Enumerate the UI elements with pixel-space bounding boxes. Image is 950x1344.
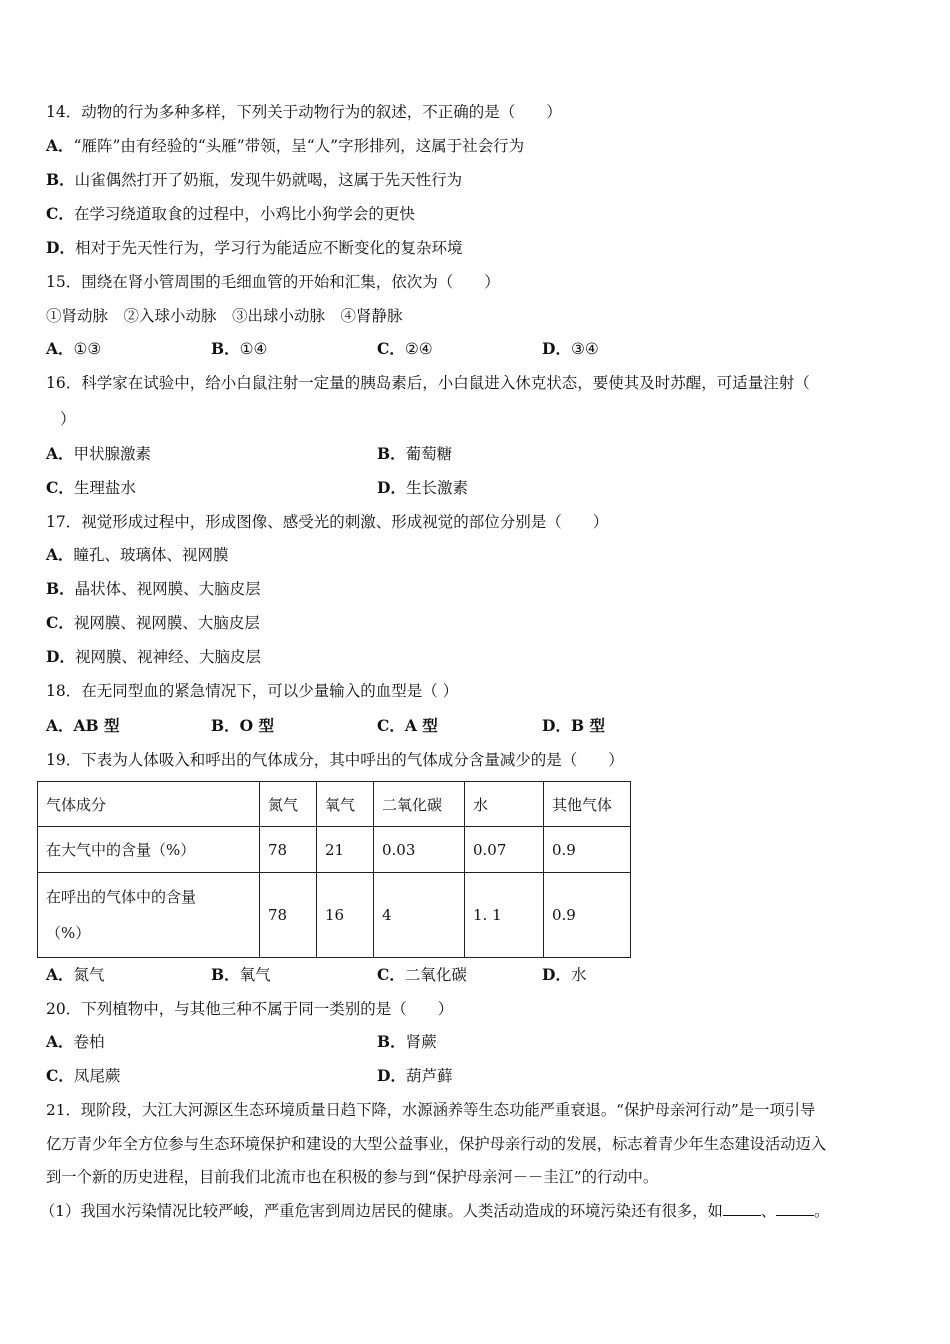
option-label: B． xyxy=(211,339,240,358)
table-cell: 16 xyxy=(317,873,374,958)
q21-sub1 xyxy=(40,1200,829,1222)
q16-option-b xyxy=(377,443,452,465)
table-header-cell: 氧气 xyxy=(317,782,374,827)
q21-sub1-text: （1）我国水污染情况比较严峻，严重危害到周边居民的健康。人类活动造成的环境污染还有很多，如 xyxy=(40,1202,723,1220)
option-text: O 型 xyxy=(239,716,275,735)
option-text: ①③ xyxy=(73,340,102,358)
option-label: A． xyxy=(46,136,74,155)
q17-stem: 17．视觉形成过程中，形成图像、感受光的刺激、形成视觉的部位分别是（ ） xyxy=(46,513,609,531)
q20-option-c xyxy=(46,1065,120,1087)
option-text: 瞳孔、玻璃体、视网膜 xyxy=(73,546,229,564)
q21-paragraph-line: 到一个新的历史进程，目前我们北流市也在积极的参与到“保护母亲河－－圭江”的行动中。 xyxy=(46,1168,659,1186)
option-label: B． xyxy=(377,1032,406,1051)
option-text: 葡萄糖 xyxy=(405,445,453,463)
q16-stem: 16．科学家在试验中，给小白鼠注射一定量的胰岛素后，小白鼠进入休克状态，要使其及时苏醒，可适量注射（ xyxy=(46,374,810,392)
q19-option-c xyxy=(377,964,467,986)
option-label: A． xyxy=(46,1032,74,1051)
option-label: C． xyxy=(377,339,405,358)
option-text: B 型 xyxy=(570,716,605,735)
table-cell: 21 xyxy=(317,827,374,873)
q16-option-c xyxy=(46,477,136,499)
option-label: D． xyxy=(377,478,406,497)
option-label: C． xyxy=(46,478,74,497)
q21-paragraph-line: 21．现阶段，大江大河源区生态环境质量日趋下降，水源涵养等生态功能严重衰退。“保护母亲河行动”是一项引导 xyxy=(46,1101,816,1119)
option-label: A． xyxy=(46,716,74,735)
table-row xyxy=(38,873,631,958)
q18-option-d xyxy=(542,715,605,737)
option-text: 晶状体、视网膜、大脑皮层 xyxy=(74,580,261,598)
table-cell: 0.9 xyxy=(544,873,631,958)
option-text: 凤尾蕨 xyxy=(73,1067,121,1085)
q16-option-d xyxy=(377,477,468,499)
table-header-row xyxy=(38,782,631,827)
table-cell-line: 在呼出的气体中的含量 xyxy=(46,888,197,906)
table-cell: 78 xyxy=(260,827,317,873)
table-cell: 4 xyxy=(374,873,465,958)
option-label: D． xyxy=(542,965,571,984)
option-text: 葫芦藓 xyxy=(405,1067,453,1085)
option-label: B． xyxy=(211,716,240,735)
q21-sub1-end: 。 xyxy=(814,1202,830,1220)
table-header-cell: 气体成分 xyxy=(38,782,260,827)
option-label: B． xyxy=(46,170,75,189)
table-row xyxy=(38,827,631,873)
q19-option-d xyxy=(542,964,586,986)
q16-option-a xyxy=(46,443,151,465)
option-text: 生长激素 xyxy=(405,479,468,497)
option-label: C． xyxy=(377,716,405,735)
answer-blank[interactable] xyxy=(723,1201,761,1216)
q18-option-c xyxy=(377,715,438,737)
option-label: A． xyxy=(46,545,74,564)
option-label: D． xyxy=(377,1066,406,1085)
option-text: 水 xyxy=(570,966,587,984)
gas-composition-table xyxy=(37,781,631,958)
q20-stem: 20．下列植物中，与其他三种不属于同一类别的是（ ） xyxy=(46,1000,454,1018)
q15-option-b xyxy=(211,338,267,360)
option-text: AB 型 xyxy=(73,716,120,735)
q20-option-a xyxy=(46,1031,105,1053)
q15-option-c xyxy=(377,338,433,360)
q19-stem: 19．下表为人体吸入和呼出的气体成分，其中呼出的气体成分含量减少的是（ ） xyxy=(46,751,624,769)
q14-option-d xyxy=(46,237,462,259)
option-text: 氮气 xyxy=(73,966,105,984)
option-text: 二氧化碳 xyxy=(404,966,467,984)
option-text: 生理盐水 xyxy=(73,479,136,497)
option-label: A． xyxy=(46,339,74,358)
answer-blank[interactable] xyxy=(776,1201,814,1216)
q14-stem: 14．动物的行为多种多样，下列关于动物行为的叙述，不正确的是（ ） xyxy=(46,103,562,121)
table-cell: 0.9 xyxy=(544,827,631,873)
q18-stem: 18．在无同型血的紧急情况下，可以少量输入的血型是（ ） xyxy=(46,682,459,700)
q17-option-d xyxy=(46,646,261,668)
table-header-cell: 水 xyxy=(465,782,544,827)
table-cell: 78 xyxy=(260,873,317,958)
q17-option-c xyxy=(46,612,260,634)
option-text: 山雀偶然打开了奶瓶，发现牛奶就喝，这属于先天性行为 xyxy=(74,171,463,189)
q20-option-d xyxy=(377,1065,452,1087)
q18-option-b xyxy=(211,715,274,737)
q20-option-b xyxy=(377,1031,437,1053)
q15-items: ①肾动脉 ②入球小动脉 ③出球小动脉 ④肾静脉 xyxy=(46,307,403,325)
q14-option-b xyxy=(46,169,462,191)
table-cell: 0.07 xyxy=(465,827,544,873)
option-text: 视网膜、视神经、大脑皮层 xyxy=(74,648,261,666)
option-label: B． xyxy=(377,444,406,463)
option-text: 在学习绕道取食的过程中，小鸡比小狗学会的更快 xyxy=(73,205,415,223)
option-label: D． xyxy=(46,647,75,666)
table-cell: 在大气中的含量（%） xyxy=(38,827,260,873)
q21-sub1-sep: 、 xyxy=(760,1202,777,1220)
table-header-cell: 其他气体 xyxy=(544,782,631,827)
option-label: D． xyxy=(46,238,75,257)
q15-option-d xyxy=(542,338,599,360)
option-label: C． xyxy=(46,204,74,223)
option-text: 卷柏 xyxy=(73,1033,105,1051)
option-text: 肾蕨 xyxy=(405,1033,437,1051)
q18-option-a xyxy=(46,715,120,737)
option-label: D． xyxy=(542,716,571,735)
option-text: 甲状腺激素 xyxy=(73,445,152,463)
option-text: 视网膜、视网膜、大脑皮层 xyxy=(73,614,260,632)
table-header-cell: 二氧化碳 xyxy=(374,782,465,827)
q15-stem: 15．围绕在肾小管周围的毛细血管的开始和汇集，依次为（ ） xyxy=(46,273,500,291)
option-label: C． xyxy=(377,965,405,984)
q14-option-c xyxy=(46,203,415,225)
option-text: ③④ xyxy=(570,340,599,358)
q17-option-b xyxy=(46,578,261,600)
option-label: A． xyxy=(46,965,74,984)
q15-option-a xyxy=(46,338,101,360)
q21-paragraph-line: 亿万青少年全方位参与生态环境保护和建设的大型公益事业，保护母亲行动的发展，标志着青少年生态建设活动迈入 xyxy=(46,1135,827,1153)
table-cell: 0.03 xyxy=(374,827,465,873)
q17-option-a xyxy=(46,544,229,566)
option-label: C． xyxy=(46,613,74,632)
q14-option-a xyxy=(46,135,524,157)
option-text: 氧气 xyxy=(239,966,271,984)
option-label: B． xyxy=(211,965,240,984)
option-text: “雁阵”由有经验的“头雁”带领，呈“人”字形排列，这属于社会行为 xyxy=(73,137,525,155)
table-cell-line: （%） xyxy=(46,924,91,942)
table-cell: 1. 1 xyxy=(465,873,544,958)
table-header-cell: 氮气 xyxy=(260,782,317,827)
q19-option-b xyxy=(211,964,271,986)
table-cell xyxy=(38,873,260,958)
q19-option-a xyxy=(46,964,105,986)
option-text: ②④ xyxy=(404,340,433,358)
option-label: C． xyxy=(46,1066,74,1085)
option-text: ①④ xyxy=(239,340,268,358)
q16-stem-cont: ） xyxy=(60,410,76,428)
option-label: D． xyxy=(542,339,571,358)
option-text: A 型 xyxy=(404,716,438,735)
option-label: A． xyxy=(46,444,74,463)
option-text: 相对于先天性行为，学习行为能适应不断变化的复杂环境 xyxy=(74,239,463,257)
option-label: B． xyxy=(46,579,75,598)
